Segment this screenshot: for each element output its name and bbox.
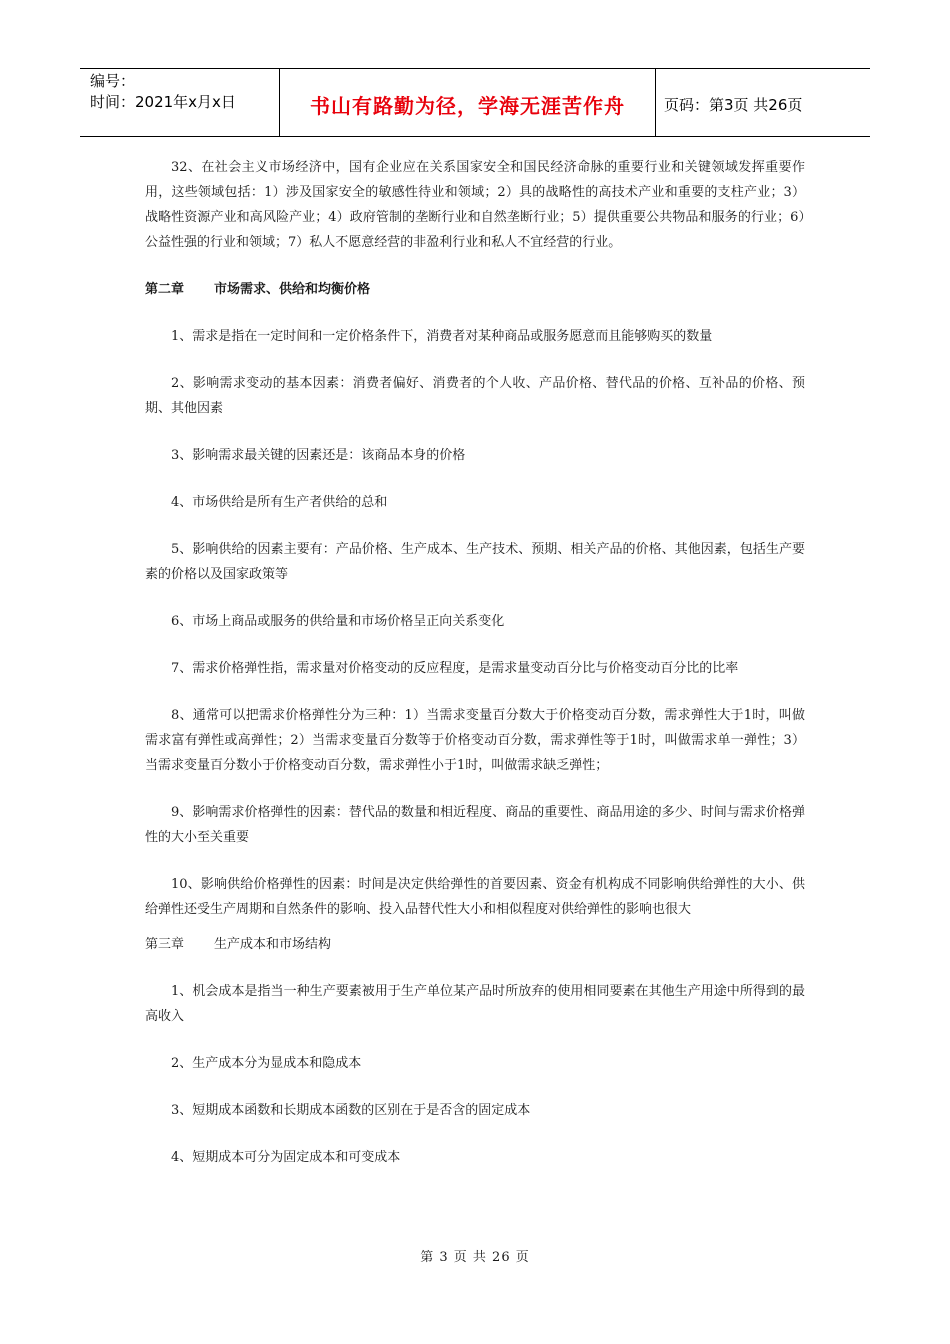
paragraph: 2、生产成本分为显成本和隐成本 bbox=[171, 1056, 362, 1071]
paragraph: 8、通常可以把需求价格弹性分为三种：1）当需求变量百分数大于价格变动百分数，需求弹性大于1时，叫做需求富有弹性或高弹性；2）当需求变量百分数等于价格变动百分数，需求弹性等于1时，叫做需求单一弹性；3）当需求变量百分数小于价格变动百分数，需求弹性小于1时，叫做需求缺乏弹性； bbox=[145, 708, 805, 773]
chapter-heading bbox=[145, 932, 805, 957]
paragraph: 32、在社会主义市场经济中，国有企业应在关系国家安全和国民经济命脉的重要行业和关键领域发挥重要作用，这些领域包括：1）涉及国家安全的敏感性待业和领域；2）具的战略性的高技术产业和重要的支柱产业；3）战略性资源产业和高风险产业；4）政府管制的垄断行业和自然垄断行业；5）提供重要公共物品和服务的行业；6）公益性强的行业和领域；7）私人不愿意经营的非盈利行业和私人不宜经营的行业。 bbox=[145, 160, 805, 250]
chapter-number: 第二章 bbox=[145, 282, 185, 297]
chapter-title: 生产成本和市场结构 bbox=[214, 937, 332, 952]
page-header bbox=[80, 68, 870, 137]
paragraph: 6、市场上商品或服务的供给量和市场价格呈正向关系变化 bbox=[171, 614, 505, 629]
number-label: 编号： bbox=[90, 72, 136, 90]
header-page-info: 页码：第3页 共26页 bbox=[664, 96, 803, 114]
header-meta bbox=[80, 69, 280, 136]
paragraph: 3、短期成本函数和长期成本函数的区别在于是否含的固定成本 bbox=[171, 1103, 531, 1118]
paragraph: 5、影响供给的因素主要有：产品价格、生产成本、生产技术、预期、相关产品的价格、其他因素，包括生产要素的价格以及国家政策等 bbox=[145, 542, 805, 582]
paragraph: 1、需求是指在一定时间和一定价格条件下，消费者对某种商品或服务愿意而且能够购买的数量 bbox=[171, 329, 713, 344]
header-motto: 书山有路勤为径，学海无涯苦作舟 bbox=[280, 69, 656, 136]
page-footer: 第 3 页 共 26 页 bbox=[420, 1250, 530, 1265]
chapter-number: 第三章 bbox=[145, 937, 185, 952]
paragraph: 4、市场供给是所有生产者供给的总和 bbox=[171, 495, 388, 510]
paragraph: 1、机会成本是指当一种生产要素被用于生产单位某产品时所放弃的使用相同要素在其他生产用途中所得到的最高收入 bbox=[145, 984, 805, 1024]
paragraph: 4、短期成本可分为固定成本和可变成本 bbox=[171, 1150, 401, 1165]
document-body bbox=[145, 155, 805, 1192]
paragraph: 3、影响需求最关键的因素还是：该商品本身的价格 bbox=[171, 448, 466, 463]
paragraph: 7、需求价格弹性指，需求量对价格变动的反应程度，是需求量变动百分比与价格变动百分比的比率 bbox=[171, 661, 739, 676]
chapter-title: 市场需求、供给和均衡价格 bbox=[214, 282, 371, 297]
paragraph: 10、影响供给价格弹性的因素：时间是决定供给弹性的首要因素、资金有机构成不同影响供给弹性的大小、供给弹性还受生产周期和自然条件的影响、投入品替代性大小和相似程度对供给弹性的影响也很大 bbox=[145, 877, 805, 917]
paragraph: 2、影响需求变动的基本因素：消费者偏好、消费者的个人收、产品价格、替代品的价格、互补品的价格、预期、其他因素 bbox=[145, 376, 805, 416]
date-label: 时间：2021年x月x日 bbox=[90, 93, 236, 111]
chapter-heading bbox=[145, 277, 805, 302]
paragraph: 9、影响需求价格弹性的因素：替代品的数量和相近程度、商品的重要性、商品用途的多少、时间与需求价格弹性的大小至关重要 bbox=[145, 805, 805, 845]
